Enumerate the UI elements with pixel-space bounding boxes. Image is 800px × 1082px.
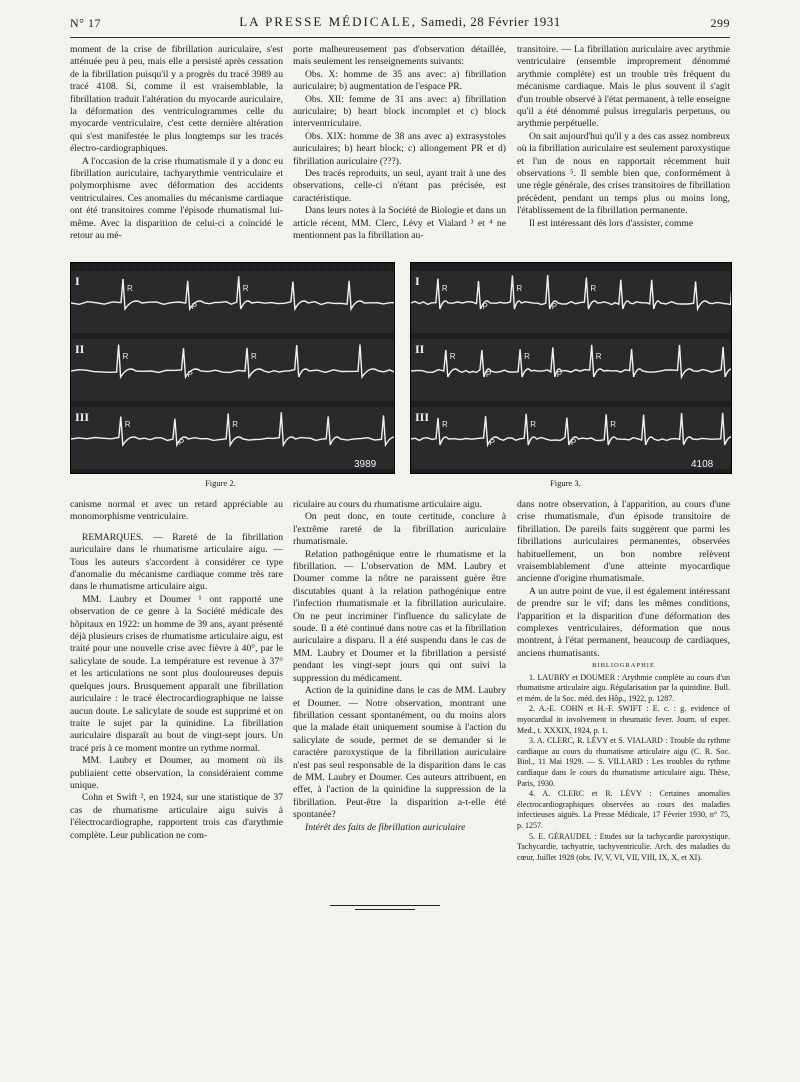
reference-item: 5. E. GÉRAUDEL : Etudes sur la tachycardie paroxystique. Tachycardie, tachyatrie, tachyventriculie. Arch. des maladies du cœur, Juillet 1928 (obs. IV, V, VI, VII, VIII, IX, X, et XI). (517, 831, 730, 862)
paragraph: On sait aujourd'hui qu'il y a des cas assez nombreux où la fibrillation auriculaire est seulement paroxystique et l'un de nous en rapportait récemment huit observations ⁵. Il semble bien que, conformément à une règle générale, des crises transitoires de fibrillation précèdent, pendant un temps plus ou moins long, l'établissement de la fibrillation permanente. (517, 130, 730, 217)
top-column-3 (517, 44, 730, 230)
wave-mark: P (551, 302, 558, 311)
lead-label: II (415, 342, 425, 356)
lead-label: II (75, 342, 85, 356)
bottom-column-3 (517, 499, 730, 863)
wave-mark: P (570, 438, 577, 447)
wave-mark: R (127, 284, 133, 293)
issue-date: Samedi, 28 Février 1931 (420, 14, 561, 29)
figure-3-ecg (410, 262, 732, 474)
wave-mark: R (124, 420, 131, 429)
paragraph: MM. Laubry et Doumer ¹ ont rapporté une observation de ce genre à la Société médicale des hôpitaux en 1922: un homme de 39 ans, ayant présenté déjà plusieurs crises de rhumatisme articulaire aigu, est traité pour une nouvelle crise avec fièvre à 40°, par le salicylate de soude. La température est revenue à 37° et les articulations ne sont plus douloureuses depuis quelques jours. Brusquement apparaît une fibrillation auriculaire : le tracé électrocardiographique ne laisse aucun doute. Le salicylate de soude est supprimé et on traite le sujet par la quinidine. La fibrillation auriculaire disparaît au bout de vingt-sept jours. Un tracé pris à ce moment montre un rythme normal. (70, 593, 283, 754)
paragraph: Obs. X: homme de 35 ans avec: a) fibrillation auriculaire; b) augmentation de l'espace PR. (293, 68, 506, 93)
figure-2-ecg (70, 262, 395, 474)
paragraph: Des tracés reproduits, un seul, ayant trait à une des observations, celle-ci n'étant pas précisée, est caractéristique. (293, 168, 506, 204)
wave-mark: R (242, 284, 249, 293)
wave-mark: P (178, 438, 185, 447)
paragraph: Il est intéressant dès lors d'assister, comme (529, 217, 694, 229)
lead-strip (411, 339, 731, 401)
wave-mark: R (232, 420, 238, 429)
reference-item: 4. A. CLERC et R. LÉVY : Certaines anomalies électrocardiographiques observées au cours des maladies infectieuses aiguës. La Presse Médicale, 17 Février 1930, n° 75, p. 1257. (517, 789, 730, 830)
reference-item: 2. A.-E. COHN et H.-F. SWIFT : E. c. : g. evidence of myocardial in involvement in rheumatic fever. Journ. of exper. Med., t. XXXIX, 1924, p. 1. (517, 704, 730, 735)
wave-mark: R (595, 352, 602, 361)
wave-mark: P (187, 370, 193, 379)
bottom-column-1 (70, 499, 283, 842)
ecg-tracing-3989 (71, 263, 394, 473)
paragraph: riculaire au cours du rhumatisme articulaire aigu. (293, 499, 482, 510)
reference-item: 3. A. CLERC, R. LÉVY et S. VIALARD : Trouble du rythme cardiaque au cours du rhumatisme articulaire aigu (C. R. Soc. Biol., 11 Mai 1929. — S. VILLARD : Les troubles du rythme cardiaque dans le cours du rhumatisme articulaire aigu. Thèse, Paris, 1930. (517, 736, 730, 788)
wave-mark: R (524, 352, 530, 361)
paragraph: Cohn et Swift ², en 1924, sur une statistique de 37 cas de rhumatisme articulaire aigu suivis à l'électrocardiographe, rapportent trois cas d'arythmie complète. Leur publication ne com- (70, 792, 283, 841)
wave-mark: P (556, 370, 563, 379)
wave-mark: P (482, 302, 488, 311)
wave-mark: R (251, 352, 257, 361)
paragraph: MM. Laubry et Doumer, au moment où ils publiaient cette observation, la considéraient comme unique. (70, 755, 283, 791)
paragraph: Obs. XII: femme de 31 ans avec: a) fibrillation auriculaire; b) heart block incomplet et c) block interventriculaire. (293, 93, 506, 130)
figure-2-caption: Figure 2. (205, 478, 236, 488)
wave-mark: R (441, 284, 448, 293)
remarks-paragraph: REMARQUES. — Rareté de la fibrillation auriculaire dans le rhumatisme articulaire aigu. — Tous les auteurs s'accordent à considérer ce type d'anomalie du mécanisme cardiaque comme très rare dans le rhumatisme articulaire aigu. (70, 531, 283, 593)
paragraph: moment de la crise de fibrillation auriculaire, s'est atténuée peu à peu, mais elle a persisté après cessation de la fibrillation puisqu'il y a progrès du tracé 3989 au tracé 4108. Si, comme il est vraisemblable, la fibrillation traduit l'altération du myocarde auriculaire, la déformation des ventriculogrammes celle du myocarde ventriculaire, c'est cette dernière altération qui s'est manifestée le plus longtemps sur les tracés électro-cardiographiques. (70, 44, 283, 155)
lead-label: III (415, 410, 430, 424)
wave-mark: R (516, 284, 523, 293)
tracing-number: 4108 (691, 459, 714, 470)
wave-mark: R (442, 420, 448, 429)
paragraph: Obs. XIX: homme de 38 ans avec a) extrasystoles auriculaires; b) heart block; c) allongement PR et d) fibrillation auriculaire (???). (293, 130, 506, 167)
publication-name: LA PRESSE MÉDICALE, (239, 14, 417, 29)
paragraph: On peut donc, en toute certitude, conclure à l'extrême rareté de la fibrillation auriculaire rhumatismale. (293, 511, 506, 548)
wave-mark: R (590, 284, 597, 293)
reference-list (517, 673, 730, 864)
paragraph: A un autre point de vue, il est également intéressant de prendre sur le vif; dans les mêmes conditions, l'apparition et la disparition d'une déformation des complexes ventriculaires, déformation que nous montrent, à l'état permanent, beaucoup de cardiaques, anciens rhumatisants. (517, 585, 730, 659)
end-rule-short (355, 909, 415, 910)
bottom-column-2 (293, 499, 506, 834)
issue-number: N° 17 (70, 16, 101, 30)
paragraph: Action de la quinidine dans le cas de MM. Laubry et Doumer. — Notre observation, montrant une fibrillation cessant spontanément, ou du moins alors que la malade était uniquement soumise à l'action du salicylate de soude, permet de se demander si le caractère paroxystique de la fibrillation auriculaire n'est pas seul responsable de la disparition dans le cas de MM. Laubry et Doumer. Ces auteurs attribuent, en effet, à l'action de la quinidine la suppression de la fibrillation. Peut-être la disparition a-t-elle été spontanée? (293, 685, 506, 821)
lead-label: I (75, 274, 80, 288)
paragraph: dans notre observation, à l'apparition, au cours d'une crise rhumatismale, d'un épisode transitoire de fibrillation. De pareils faits suggèrent que parmi les fibrillations auriculaires permanentes, observées habituellement, un bon nombre relèvent vraisemblablement d'une atteinte myocardique ancienne d'origine rhumatismale. (517, 499, 730, 585)
figure-3-caption: Figure 3. (550, 478, 581, 488)
paragraph: porte malheureusement pas d'observation détaillée, mais seulement les renseignements suivants: (293, 44, 506, 68)
ecg-tracing-4108 (411, 263, 731, 473)
reference-item: 1. LAUBRY et DOUMER : Arythmie complète au cours d'un rhumatisme articulaire aigu. Régularisation par la quinidine. Bull. et mém. de la Soc. méd. des Hôp., 1922, p. 1287. (517, 672, 730, 703)
header-rule (70, 37, 730, 38)
wave-mark: R (122, 352, 129, 361)
journal-title (70, 14, 730, 30)
top-column-2 (293, 44, 506, 243)
page-header (70, 14, 730, 34)
paragraph: transitoire. — La fibrillation auriculaire avec arythmie ventriculaire (ensemble improprement dénommé arythmie complète) est un trouble très fréquent du mécanisme cardiaque. Mais le plus souvent il s'agit d'un trouble observé à l'état permanent, à telle enseigne qu'il a été dénommé pulsus irregularis perpetuus, ou arythmie perpétuelle. (517, 44, 730, 130)
end-rule (330, 905, 440, 906)
paragraph: A l'occasion de la crise rhumatismale il y a donc eu fibrillation auriculaire, tachyarythmie ventriculaire et polymorphisme avec déformation des accidents ventriculaires. Ces anomalies du mécanisme cardiaque ont été transitoires comme l'épisode rhumatismal lui-même. Avec la disparition de celui-ci a coïncidé le retour au mé- (70, 155, 283, 242)
lead-label: I (415, 274, 420, 288)
wave-mark: R (530, 420, 536, 429)
wave-mark: R (610, 420, 616, 429)
wave-mark: P (489, 438, 495, 447)
paragraph: canisme normal et avec un retard appréciable au monomorphisme ventriculaire. (70, 499, 283, 523)
wave-mark: P (485, 370, 492, 379)
paragraph: Dans leurs notes à la Société de Biologie et dans un article récent, MM. Clerc, Lévy et Vialard ³ et ⁴ ne mentionnent pas la fibrillation au- (293, 205, 506, 242)
wave-mark: P (191, 302, 198, 311)
bibliography-title: BIBLIOGRAPHIE (592, 662, 655, 670)
page-number: 299 (710, 16, 730, 30)
paragraph: Intérêt des faits de fibrillation auriculaire (305, 821, 466, 833)
wave-mark: R (449, 352, 456, 361)
tracing-number: 3989 (354, 459, 377, 470)
paragraph: Relation pathogénique entre le rhumatisme et la fibrillation. — L'observation de MM. Laubry et Doumer comme la nôtre ne paraissent guère être discutables quant à la relation pathogénique entre l'infection rhumatismale et la fibrillation auriculaire. On ne peut incriminer l'influence du salicylate de soude. Il a été continué dans notre cas et la fibrillation auriculaire a disparu. Il a été suspendu dans le cas de MM. Laubry et Doumer et la fibrillation a persisté pendant les vingt-sept jours qui ont suivi la suppression du médicament. (293, 548, 506, 684)
lead-label: III (75, 410, 90, 424)
top-column-1 (70, 44, 283, 243)
